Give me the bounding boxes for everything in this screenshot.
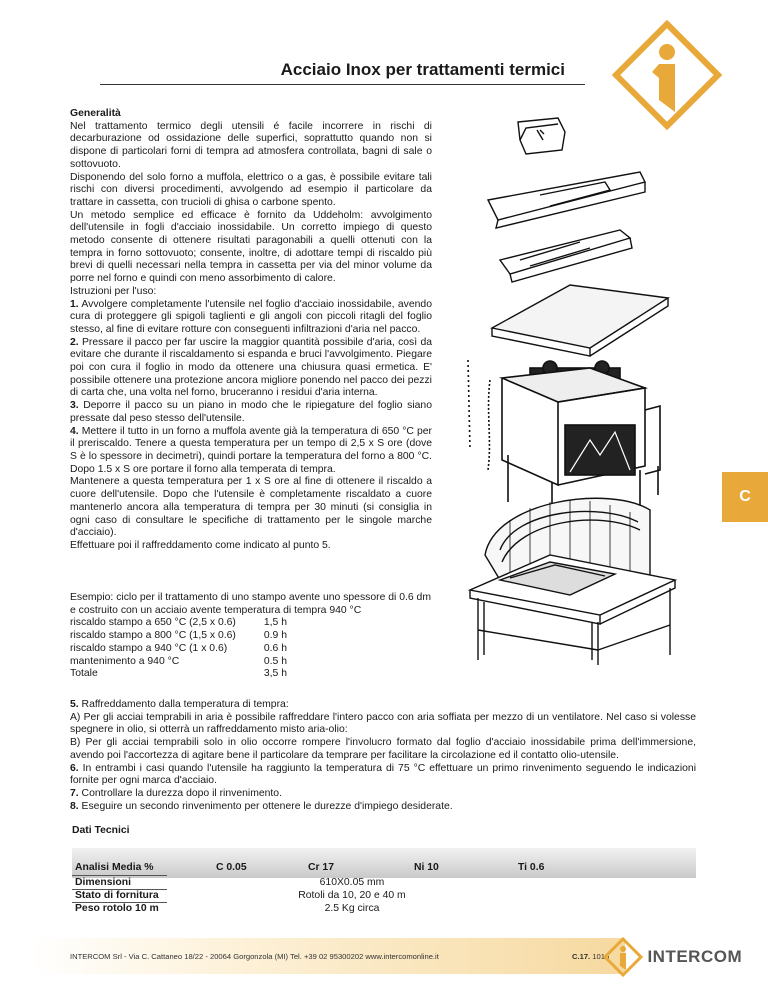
example-value: 0.5 h — [263, 655, 287, 667]
specs-row-weight — [72, 903, 696, 915]
paragraph: B) Per gli acciai temprabili solo in olio occorre rompere l'involucro formato dal foglio d'acciaio inossidabile prima dell'immersione, avendo poi l'accortezza di agitare bene il particolare da temprare per facilitare la circolazione ed il contatto olio-utensile. — [70, 737, 696, 761]
step-number: 5. — [70, 699, 79, 710]
procedure-illustration — [440, 110, 680, 670]
step-text: Pressare il pacco per far uscire la maggior quantità possibile d'aria, così da evitare che durante il riscaldamento si espanda e bruci l'avvolgimento. Piegare poi con cura il foglio in modo da ottenere una chiusura quasi ermetica. E' possibile ottenere una protezione ancora migliore ponendo nel pacco dei pezzi di carta che, una volta nel forno, bruceranno i residui d'aria interna. — [70, 336, 432, 399]
paragraph: Istruzioni per l'uso: — [70, 285, 157, 297]
step-5 — [70, 699, 696, 712]
step-text: Controllare la durezza dopo il rinvenimento. — [78, 787, 282, 799]
example-row — [70, 617, 432, 630]
row-divider — [72, 875, 167, 876]
step-2 — [70, 337, 432, 401]
paragraph: Nel trattamento termico degli utensili é facile incorrere in rischi di decarburazione od ossidazione delle superfici, soprattutto quando non si dispone di particolari forni di tempra ad atmosfera controllata, bagni di sale o sottovuoto. — [70, 120, 432, 170]
step-number: 3. — [70, 400, 79, 412]
cooling-section — [70, 699, 696, 813]
page-title: Acciaio Inox per trattamenti termici — [280, 60, 565, 79]
specs-value: Rotoli da 10, 20 e 40 m — [298, 890, 406, 901]
specs-table — [72, 848, 696, 914]
step-7 — [70, 788, 696, 801]
step-text: Avvolgere completamente l'utensile nel foglio d'acciaio inossidabile, avendo cura di proteggere gli spigoli taglienti e gli angoli con piccoli ritagli del foglio stesso, al fine di evitare rotture con conseguenti infiltrazioni d'aria nel pacco. — [70, 298, 432, 335]
step-8 — [70, 801, 696, 814]
step-text: Deporre il pacco su un piano in modo che le ripiegature del foglio siano pressate dal peso stesso dell'utensile. — [70, 400, 432, 424]
specs-row-dimensions — [72, 877, 696, 889]
footer-brand: INTERCOM — [647, 947, 743, 966]
specs-label: Peso rotolo 10 m — [75, 903, 159, 914]
step-text: In entrambi i casi quando l'utensile ha raggiunto la temperatura di 75 °C effettuare un primo rinvenimento seguendo le indicazioni fornite per ogni marca d'acciaio. — [70, 762, 696, 787]
step-text: Raffreddamento dalla temperatura di tempra: — [78, 699, 289, 710]
specs-label: Stato di fornitura — [75, 890, 159, 901]
step-1 — [70, 299, 432, 337]
step-text: Eseguire un secondo rinvenimento per ottenere le durezze d'impiego desiderate. — [78, 800, 453, 812]
example-value: 1,5 h — [263, 617, 287, 629]
step-text: Mettere il tutto in un forno a muffola avente già la temperatura di 650 °C per il preriscaldo. Tenere a questa temperatura per un tempo di 2,5 x S ore (dove S è lo spessore in decimetri), quindi portare la temperatura del forno a 800 °C. Dopo 1.5 x S ore portare il forno alla temperata di tempra. — [70, 425, 432, 475]
example-label: mantenimento a 940 °C — [70, 655, 180, 667]
example-value: 3,5 h — [263, 668, 287, 680]
step-4 — [70, 426, 432, 477]
paragraph: Un metodo semplice ed efficace è fornito da Uddeholm: avvolgimento dell'utensile in fogli d'acciaio inossidabile. Un corretto impiego di questo metodo consente di ottenere risultati paragonabili a quelli ottenuti con la tempra in forno sottovuoto; consente, inoltre, di adottare tempi di riscaldo più brevi di quelli necessari nella tempra in cassetta per via del minor volume da porre nel forno e quindi con meno assorbimento di calore. — [70, 209, 432, 285]
step-3 — [70, 400, 432, 425]
specs-label: Dimensioni — [75, 877, 132, 888]
page-code-num: 1015 — [592, 952, 610, 961]
footer-address: INTERCOM Srl - Via C. Cattaneo 18/22 - 20064 Gorgonzola (MI) Tel. +39 02 95300202 www.intercomonline.it — [70, 952, 439, 961]
specs-value: Ti 0.6 — [518, 862, 545, 873]
step-number: 8. — [70, 800, 79, 812]
paragraph: Effettuare poi il raffreddamento come indicato al punto 5. — [70, 539, 331, 551]
example-section — [70, 592, 432, 681]
example-row — [70, 668, 432, 681]
example-value: 0.9 h — [263, 630, 287, 642]
title-rule — [100, 84, 585, 85]
example-label: riscaldo stampo a 650 °C (2,5 x 0.6) — [70, 617, 236, 629]
step-number: 1. — [70, 298, 79, 310]
example-intro: Esempio: ciclo per il trattamento di uno stampo avente uno spessore di 0.6 dm e costruito con un acciaio avente temperatura di tempra 940 °C — [70, 592, 431, 616]
example-label: riscaldo stampo a 940 °C (1 x 0.6) — [70, 642, 228, 654]
specs-row-supply — [72, 890, 696, 902]
specs-value: 610X0.05 mm — [319, 877, 385, 888]
example-value: 0.6 h — [263, 642, 287, 654]
paragraph: Disponendo del solo forno a muffola, elettrico o a gas, è possibile evitare tali rischi con diversi procedimenti, avvolgendo ad esempio il particolare da trattare in cassetta, con trucioli di ghisa o carbone spento. — [70, 171, 432, 208]
paragraph: A) Per gli acciai temprabili in aria è possibile raffreddare l'intero pacco con aria soffiata per mezzo di un ventilatore. Nel caso si volesse spegnere in olio, si otterrà un raffreddamento misto aria-olio: — [70, 711, 696, 736]
step-number: 2. — [70, 336, 79, 348]
specs-row-analysis — [72, 862, 696, 874]
step-6 — [70, 763, 696, 788]
footer-logo — [603, 937, 742, 977]
general-section — [70, 108, 432, 553]
page-code: C.17. — [572, 952, 591, 961]
specs-value: Ni 10 — [414, 862, 439, 873]
section-heading: Generalità — [70, 108, 121, 119]
paragraph: Mantenere a questa temperatura per 1 x S ore al fine di ottenere il riscaldo a cuore dell'utensile. Dopo che l'utensile è completamente riscaldato a cuore mantenerlo ancora alla temperatura di tempra per 30 minuti (si consiglia in ogni caso di consultare le specifiche di trattamento per le singole marche d'acciaio). — [70, 476, 432, 539]
example-row — [70, 630, 432, 643]
example-label: riscaldo stampo a 800 °C (1,5 x 0.6) — [70, 630, 236, 642]
step-number: 4. — [70, 425, 79, 437]
specs-label: Analisi Media % — [75, 862, 154, 873]
specs-value: 2.5 Kg circa — [324, 903, 380, 914]
specs-heading: Dati Tecnici — [72, 825, 130, 836]
example-row — [70, 656, 432, 669]
intercom-small-logo-icon — [603, 937, 643, 977]
specs-value: C 0.05 — [216, 862, 247, 873]
example-label: Totale — [70, 668, 98, 680]
step-number: 6. — [70, 762, 79, 774]
example-row — [70, 643, 432, 656]
specs-value: Cr 17 — [308, 862, 334, 873]
step-number: 7. — [70, 787, 79, 799]
section-tab: C — [722, 472, 768, 522]
